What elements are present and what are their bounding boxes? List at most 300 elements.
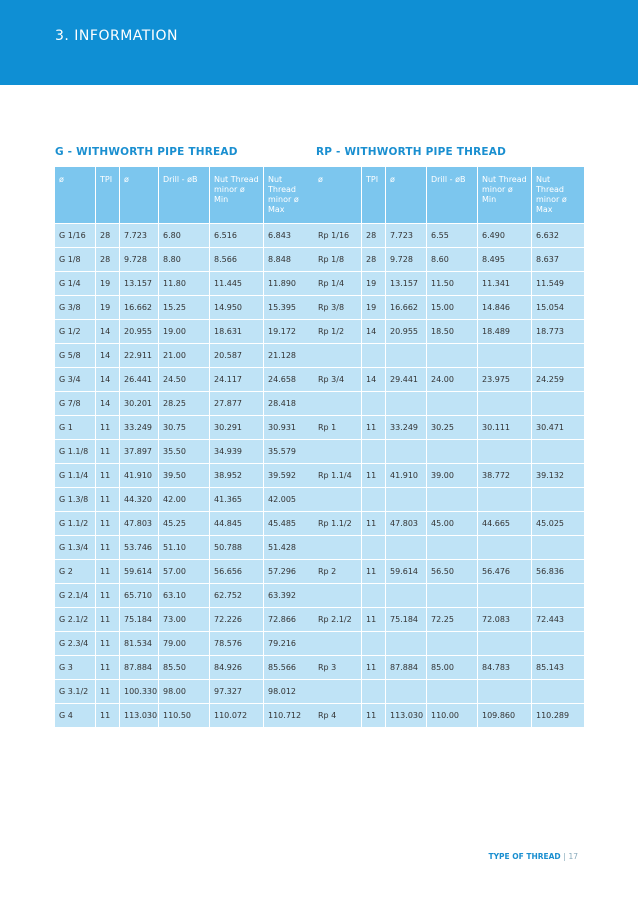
g-table-cell: 6.80 xyxy=(159,224,209,247)
rp-table-row xyxy=(314,656,584,679)
rp-table-cell xyxy=(427,584,477,607)
rp-table-cell: Rp 1 xyxy=(314,416,361,439)
rp-table-cell: 8.60 xyxy=(427,248,477,271)
g-table-cell: 24.117 xyxy=(210,368,263,391)
rp-table-cell: 8.637 xyxy=(532,248,584,271)
g-table-row xyxy=(55,656,315,679)
g-table-row xyxy=(55,344,315,367)
rp-table-cell xyxy=(386,392,426,415)
g-column-header: TPI xyxy=(96,167,119,223)
rp-table-cell xyxy=(362,536,385,559)
g-table-cell: G 2.1/4 xyxy=(55,584,95,607)
rp-table-cell: 56.476 xyxy=(478,560,531,583)
rp-table-cell: Rp 1.1/4 xyxy=(314,464,361,487)
g-table-cell: 53.746 xyxy=(120,536,158,559)
g-table-cell: 42.00 xyxy=(159,488,209,511)
g-table-cell: G 3/8 xyxy=(55,296,95,319)
g-table-cell: 79.00 xyxy=(159,632,209,655)
g-table-cell: G 1/2 xyxy=(55,320,95,343)
rp-column-header: TPI xyxy=(362,167,385,223)
rp-table-cell: 11 xyxy=(362,704,385,727)
rp-table-cell: Rp 3/4 xyxy=(314,368,361,391)
g-table-cell: 14 xyxy=(96,392,119,415)
g-table-cell: 28 xyxy=(96,248,119,271)
rp-table-cell xyxy=(532,392,584,415)
rp-table-cell: 85.00 xyxy=(427,656,477,679)
g-table-cell: 44.845 xyxy=(210,512,263,535)
rp-table-cell: 39.00 xyxy=(427,464,477,487)
rp-table-cell: Rp 2 xyxy=(314,560,361,583)
rp-table-cell xyxy=(532,344,584,367)
g-table-cell: 38.952 xyxy=(210,464,263,487)
rp-column-header: ø xyxy=(386,167,426,223)
g-table-cell: 16.662 xyxy=(120,296,158,319)
g-table-cell: 28.25 xyxy=(159,392,209,415)
rp-table-cell: 29.441 xyxy=(386,368,426,391)
rp-table-cell: 109.860 xyxy=(478,704,531,727)
g-table-cell: 75.184 xyxy=(120,608,158,631)
rp-table-cell: 30.471 xyxy=(532,416,584,439)
rp-table-cell: 24.00 xyxy=(427,368,477,391)
g-table-cell: 72.866 xyxy=(264,608,315,631)
rp-table-cell: 72.083 xyxy=(478,608,531,631)
rp-table-cell: 47.803 xyxy=(386,512,426,535)
rp-thread-table xyxy=(313,166,585,728)
g-table-cell: G 2.3/4 xyxy=(55,632,95,655)
g-table-cell: G 4 xyxy=(55,704,95,727)
g-table-cell: 30.291 xyxy=(210,416,263,439)
rp-table-cell: 14.846 xyxy=(478,296,531,319)
rp-table-row xyxy=(314,440,584,463)
rp-table-cell xyxy=(314,632,361,655)
rp-table-cell: 14 xyxy=(362,368,385,391)
g-table-cell: 30.75 xyxy=(159,416,209,439)
g-table-row xyxy=(55,560,315,583)
rp-table-cell xyxy=(427,440,477,463)
rp-table-cell: 18.489 xyxy=(478,320,531,343)
rp-table-cell: 15.00 xyxy=(427,296,477,319)
rp-table-cell xyxy=(532,584,584,607)
g-table-cell: 7.723 xyxy=(120,224,158,247)
g-table-cell: 34.939 xyxy=(210,440,263,463)
rp-table-row xyxy=(314,320,584,343)
rp-table-cell: 72.25 xyxy=(427,608,477,631)
rp-table-cell: 18.50 xyxy=(427,320,477,343)
rp-table-cell: Rp 4 xyxy=(314,704,361,727)
g-table-cell: 20.587 xyxy=(210,344,263,367)
g-table-cell: 87.884 xyxy=(120,656,158,679)
g-table-cell: 59.614 xyxy=(120,560,158,583)
rp-table-cell xyxy=(427,392,477,415)
rp-table-cell: Rp 1.1/2 xyxy=(314,512,361,535)
g-table-cell: 62.752 xyxy=(210,584,263,607)
g-table-cell: G 1/8 xyxy=(55,248,95,271)
g-table-cell: 35.50 xyxy=(159,440,209,463)
g-header-row xyxy=(55,167,315,223)
rp-table-cell: Rp 2.1/2 xyxy=(314,608,361,631)
rp-table-cell: 11.341 xyxy=(478,272,531,295)
page-footer xyxy=(488,852,578,861)
g-table-cell: 84.926 xyxy=(210,656,263,679)
rp-table-cell: 11 xyxy=(362,560,385,583)
g-table-cell: 73.00 xyxy=(159,608,209,631)
g-column-header: ø xyxy=(55,167,95,223)
rp-table-cell: Rp 1/2 xyxy=(314,320,361,343)
rp-table-row xyxy=(314,224,584,247)
g-table-row xyxy=(55,272,315,295)
rp-table-cell: 6.632 xyxy=(532,224,584,247)
rp-table-row xyxy=(314,536,584,559)
g-table-cell: G 3 xyxy=(55,656,95,679)
g-table-cell: G 1.1/8 xyxy=(55,440,95,463)
rp-table-cell xyxy=(532,440,584,463)
g-table-row xyxy=(55,584,315,607)
g-table-cell: 57.00 xyxy=(159,560,209,583)
g-table-cell: 11 xyxy=(96,704,119,727)
rp-table-cell xyxy=(427,344,477,367)
g-table-cell: G 1 xyxy=(55,416,95,439)
g-table-row xyxy=(55,632,315,655)
g-thread-table xyxy=(54,166,316,728)
g-table-cell: 65.710 xyxy=(120,584,158,607)
rp-table-cell: 28 xyxy=(362,224,385,247)
footer-separator: | xyxy=(563,852,566,861)
g-table-cell: 11 xyxy=(96,656,119,679)
g-table-cell: 42.005 xyxy=(264,488,315,511)
page-number: 17 xyxy=(568,852,578,861)
rp-table-cell: 84.783 xyxy=(478,656,531,679)
g-table-cell: G 1.3/8 xyxy=(55,488,95,511)
rp-table-cell xyxy=(386,440,426,463)
rp-column-header: Drill - øB xyxy=(427,167,477,223)
rp-table-row xyxy=(314,248,584,271)
rp-table-cell xyxy=(386,536,426,559)
g-table-cell: G 1/16 xyxy=(55,224,95,247)
g-table-cell: 11 xyxy=(96,536,119,559)
rp-table-row xyxy=(314,368,584,391)
rp-table-cell: Rp 1/16 xyxy=(314,224,361,247)
g-table-cell: 39.50 xyxy=(159,464,209,487)
g-column-header: ø xyxy=(120,167,158,223)
rp-table-cell: 45.025 xyxy=(532,512,584,535)
rp-table-cell: 110.00 xyxy=(427,704,477,727)
rp-table-cell: 59.614 xyxy=(386,560,426,583)
g-table-cell: 24.658 xyxy=(264,368,315,391)
g-table-cell: 81.534 xyxy=(120,632,158,655)
g-table-cell: 98.00 xyxy=(159,680,209,703)
rp-table-cell: 75.184 xyxy=(386,608,426,631)
rp-table-cell xyxy=(362,584,385,607)
rp-table-cell: 11 xyxy=(362,656,385,679)
g-table-cell: G 3.1/2 xyxy=(55,680,95,703)
g-table-cell: 57.296 xyxy=(264,560,315,583)
rp-table-cell: 9.728 xyxy=(386,248,426,271)
rp-table-cell: 44.665 xyxy=(478,512,531,535)
page-title: 3. INFORMATION xyxy=(55,28,178,44)
rp-table-cell: 11 xyxy=(362,608,385,631)
g-table-cell: 11 xyxy=(96,488,119,511)
rp-table-row xyxy=(314,680,584,703)
g-table-cell: 20.955 xyxy=(120,320,158,343)
g-table-cell: 11.445 xyxy=(210,272,263,295)
rp-table-cell xyxy=(532,488,584,511)
g-table-cell: 27.877 xyxy=(210,392,263,415)
rp-table-cell: 45.00 xyxy=(427,512,477,535)
g-table-cell: 85.566 xyxy=(264,656,315,679)
g-table-cell: 11 xyxy=(96,584,119,607)
g-table-row xyxy=(55,704,315,727)
rp-table-cell: 41.910 xyxy=(386,464,426,487)
g-table-cell: 110.50 xyxy=(159,704,209,727)
g-table-cell: 21.128 xyxy=(264,344,315,367)
g-table-row xyxy=(55,464,315,487)
rp-table-cell: 39.132 xyxy=(532,464,584,487)
g-table-cell: 44.320 xyxy=(120,488,158,511)
rp-table-cell xyxy=(427,488,477,511)
rp-table-cell: 8.495 xyxy=(478,248,531,271)
g-table-cell: 100.330 xyxy=(120,680,158,703)
g-table-row xyxy=(55,224,315,247)
g-table-cell: 15.25 xyxy=(159,296,209,319)
footer-label: TYPE OF THREAD xyxy=(488,852,561,861)
rp-table-cell xyxy=(427,536,477,559)
rp-table-cell: 110.289 xyxy=(532,704,584,727)
g-table-cell: 13.157 xyxy=(120,272,158,295)
g-table-cell: 26.441 xyxy=(120,368,158,391)
rp-table-row xyxy=(314,272,584,295)
g-table-row xyxy=(55,488,315,511)
g-table-cell: 41.910 xyxy=(120,464,158,487)
rp-table-cell: 56.50 xyxy=(427,560,477,583)
g-table-row xyxy=(55,440,315,463)
g-table-cell: 9.728 xyxy=(120,248,158,271)
rp-table-row xyxy=(314,344,584,367)
rp-table-cell: 113.030 xyxy=(386,704,426,727)
rp-table-cell: 13.157 xyxy=(386,272,426,295)
rp-table-cell xyxy=(478,632,531,655)
rp-table-row xyxy=(314,392,584,415)
rp-table-cell xyxy=(314,584,361,607)
g-table-cell: 113.030 xyxy=(120,704,158,727)
rp-table-row xyxy=(314,512,584,535)
rp-table-cell xyxy=(386,488,426,511)
g-table-cell: 11 xyxy=(96,632,119,655)
g-table-cell: 11 xyxy=(96,464,119,487)
rp-table-cell xyxy=(362,392,385,415)
rp-table-cell xyxy=(427,632,477,655)
rp-table-cell: Rp 3 xyxy=(314,656,361,679)
rp-table-row xyxy=(314,416,584,439)
g-table-cell: 37.897 xyxy=(120,440,158,463)
g-table-cell: G 3/4 xyxy=(55,368,95,391)
rp-table-cell xyxy=(386,680,426,703)
rp-table-cell xyxy=(532,680,584,703)
rp-table-cell: 11 xyxy=(362,416,385,439)
g-table-title: G - WITHWORTH PIPE THREAD xyxy=(55,146,238,158)
g-table-cell: 22.911 xyxy=(120,344,158,367)
g-table-row xyxy=(55,536,315,559)
rp-table-cell: 7.723 xyxy=(386,224,426,247)
rp-table-cell: 23.975 xyxy=(478,368,531,391)
g-table-cell: 11 xyxy=(96,680,119,703)
g-table-cell: G 7/8 xyxy=(55,392,95,415)
rp-table-row xyxy=(314,560,584,583)
rp-table-cell xyxy=(478,584,531,607)
g-table-row xyxy=(55,392,315,415)
rp-table-cell: 11.50 xyxy=(427,272,477,295)
g-table-cell: 11 xyxy=(96,440,119,463)
rp-table-cell xyxy=(478,488,531,511)
g-table-cell: 11 xyxy=(96,512,119,535)
rp-table-cell: 15.054 xyxy=(532,296,584,319)
rp-table-cell: Rp 1/8 xyxy=(314,248,361,271)
rp-table-cell xyxy=(478,344,531,367)
g-table-cell: 19.00 xyxy=(159,320,209,343)
g-table-row xyxy=(55,608,315,631)
rp-table-cell: 28 xyxy=(362,248,385,271)
rp-table-cell: 19 xyxy=(362,272,385,295)
g-table-cell: G 2.1/2 xyxy=(55,608,95,631)
rp-table-cell: 38.772 xyxy=(478,464,531,487)
g-table-cell: 45.25 xyxy=(159,512,209,535)
rp-table-cell: 85.143 xyxy=(532,656,584,679)
g-table-row xyxy=(55,680,315,703)
rp-table-row xyxy=(314,464,584,487)
rp-table-cell xyxy=(314,488,361,511)
rp-table-cell xyxy=(362,344,385,367)
rp-table-row xyxy=(314,632,584,655)
g-table-cell: 14 xyxy=(96,320,119,343)
g-table-cell: 8.566 xyxy=(210,248,263,271)
g-table-cell: 72.226 xyxy=(210,608,263,631)
g-table-cell: 11 xyxy=(96,608,119,631)
g-table-cell: 14 xyxy=(96,344,119,367)
rp-table-cell: Rp 1/4 xyxy=(314,272,361,295)
g-table-cell: 45.485 xyxy=(264,512,315,535)
g-table-row xyxy=(55,416,315,439)
rp-table-row xyxy=(314,488,584,511)
g-table-cell: 19 xyxy=(96,272,119,295)
g-table-cell: 19 xyxy=(96,296,119,319)
g-table-cell: 30.931 xyxy=(264,416,315,439)
g-table-cell: 33.249 xyxy=(120,416,158,439)
rp-table-cell: 14 xyxy=(362,320,385,343)
rp-table-cell: 33.249 xyxy=(386,416,426,439)
g-table-cell: 51.428 xyxy=(264,536,315,559)
rp-table-cell xyxy=(478,680,531,703)
rp-column-header: Nut Thread minor ø Max xyxy=(532,167,584,223)
g-table-row xyxy=(55,248,315,271)
g-table-cell: G 2 xyxy=(55,560,95,583)
rp-table-cell: 19 xyxy=(362,296,385,319)
rp-table-cell xyxy=(478,536,531,559)
g-table-cell: 50.788 xyxy=(210,536,263,559)
rp-table-cell xyxy=(362,632,385,655)
g-table-cell: 47.803 xyxy=(120,512,158,535)
g-table-cell: 6.843 xyxy=(264,224,315,247)
rp-table-cell xyxy=(362,488,385,511)
rp-table-cell xyxy=(314,680,361,703)
rp-table-cell: 30.111 xyxy=(478,416,531,439)
rp-table-cell xyxy=(532,536,584,559)
g-table-cell: 78.576 xyxy=(210,632,263,655)
rp-table-cell xyxy=(362,440,385,463)
g-table-cell: 8.80 xyxy=(159,248,209,271)
rp-table-cell xyxy=(386,632,426,655)
rp-table-cell xyxy=(362,680,385,703)
rp-table-cell xyxy=(314,440,361,463)
g-table-cell: 11 xyxy=(96,416,119,439)
g-table-cell: G 1.1/2 xyxy=(55,512,95,535)
g-table-row xyxy=(55,296,315,319)
g-table-cell: 14.950 xyxy=(210,296,263,319)
g-table-cell: 11 xyxy=(96,560,119,583)
rp-table-cell xyxy=(532,632,584,655)
rp-table-cell: 6.490 xyxy=(478,224,531,247)
g-table-cell: 15.395 xyxy=(264,296,315,319)
g-table-cell: 110.712 xyxy=(264,704,315,727)
rp-column-header: Nut Thread minor ø Min xyxy=(478,167,531,223)
g-table-cell: 21.00 xyxy=(159,344,209,367)
rp-table-cell: 30.25 xyxy=(427,416,477,439)
rp-table-cell: 6.55 xyxy=(427,224,477,247)
rp-table-cell xyxy=(427,680,477,703)
g-table-cell: 14 xyxy=(96,368,119,391)
g-table-cell: 63.392 xyxy=(264,584,315,607)
rp-table-cell: 72.443 xyxy=(532,608,584,631)
g-table-cell: 110.072 xyxy=(210,704,263,727)
g-table-cell: 79.216 xyxy=(264,632,315,655)
g-table-cell: 28 xyxy=(96,224,119,247)
g-table-cell: 39.592 xyxy=(264,464,315,487)
g-table-cell: 8.848 xyxy=(264,248,315,271)
g-table-cell: 18.631 xyxy=(210,320,263,343)
g-table-row xyxy=(55,512,315,535)
g-table-cell: 6.516 xyxy=(210,224,263,247)
g-table-row xyxy=(55,368,315,391)
rp-table-row xyxy=(314,296,584,319)
rp-table-cell: 16.662 xyxy=(386,296,426,319)
rp-table-cell xyxy=(314,344,361,367)
rp-table-row xyxy=(314,704,584,727)
g-table-cell: 30.201 xyxy=(120,392,158,415)
rp-table-cell xyxy=(478,392,531,415)
g-table-cell: G 1/4 xyxy=(55,272,95,295)
rp-table-cell: 87.884 xyxy=(386,656,426,679)
rp-table-cell: 20.955 xyxy=(386,320,426,343)
g-table-cell: 19.172 xyxy=(264,320,315,343)
g-table-cell: 97.327 xyxy=(210,680,263,703)
g-table-cell: 51.10 xyxy=(159,536,209,559)
g-table-cell: 28.418 xyxy=(264,392,315,415)
rp-table-title: RP - WITHWORTH PIPE THREAD xyxy=(316,146,506,158)
g-table-cell: 24.50 xyxy=(159,368,209,391)
rp-table-cell xyxy=(386,584,426,607)
g-column-header: Nut Thread minor ø Max xyxy=(264,167,315,223)
rp-header-row xyxy=(314,167,584,223)
g-table-cell: 98.012 xyxy=(264,680,315,703)
g-column-header: Nut Thread minor ø Min xyxy=(210,167,263,223)
rp-table-cell: 11 xyxy=(362,464,385,487)
g-table-cell: 35.579 xyxy=(264,440,315,463)
rp-table-cell: 11.549 xyxy=(532,272,584,295)
rp-column-header: ø xyxy=(314,167,361,223)
g-table-cell: G 1.3/4 xyxy=(55,536,95,559)
page-header xyxy=(0,0,638,85)
rp-table-cell xyxy=(314,392,361,415)
rp-table-row xyxy=(314,584,584,607)
g-column-header: Drill - øB xyxy=(159,167,209,223)
